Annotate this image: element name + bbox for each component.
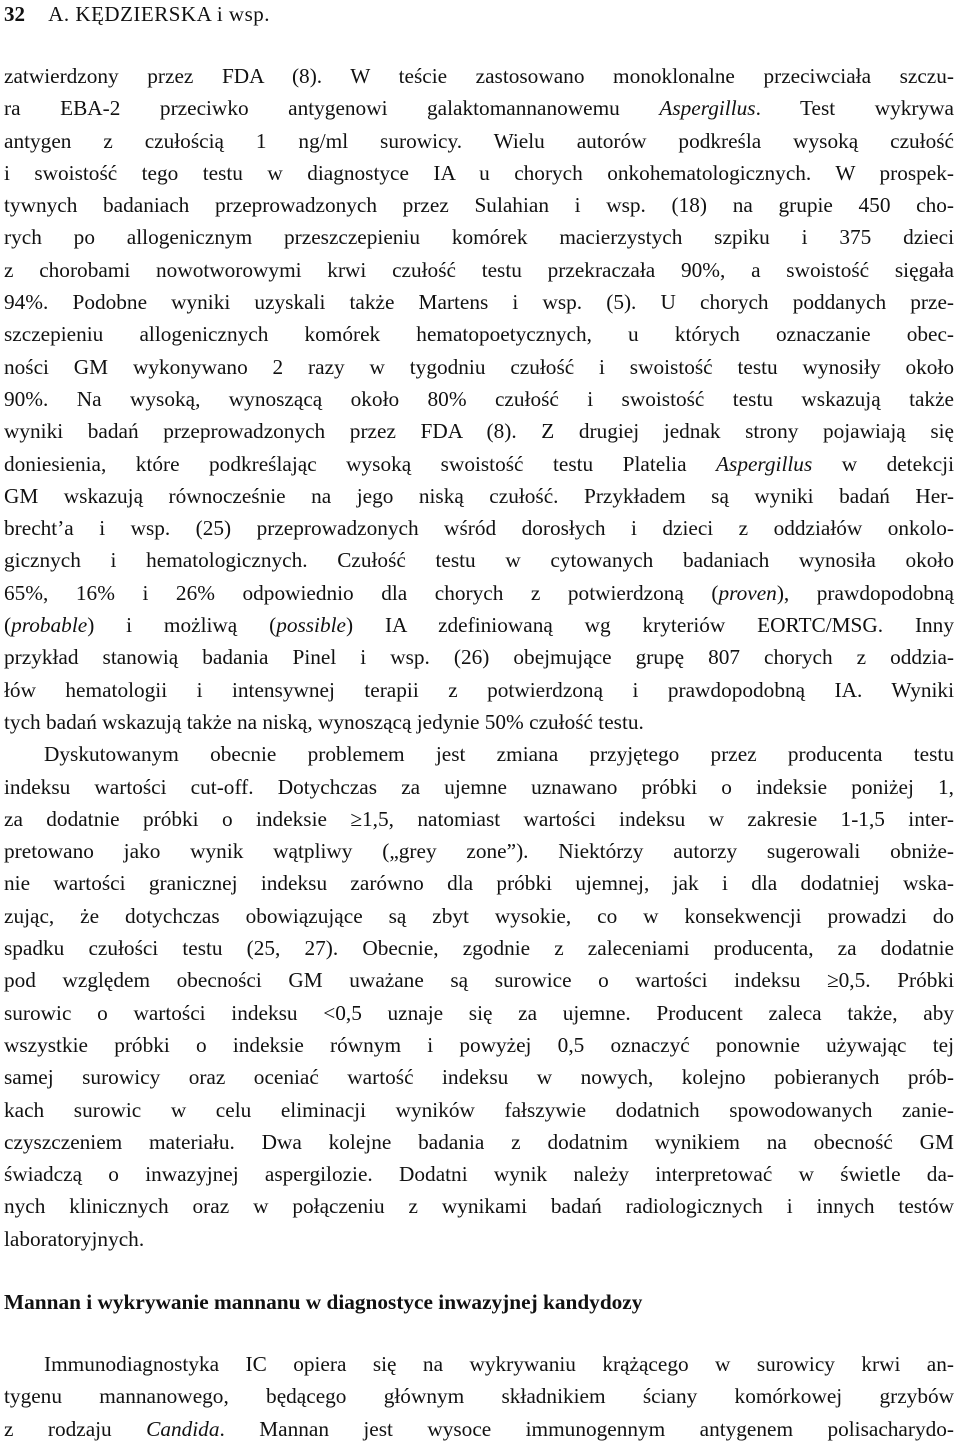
text-line: tywnych badaniach przeprowadzonych przez Sulahian i wsp. (18) na grupie 450 cho- (4, 193, 954, 218)
text-line: GM wskazują równocześnie na jego niską czułość. Przykładem są wyniki badań Her- (4, 483, 954, 508)
running-head-authors: A. KĘDZIERSKA i wsp. (48, 2, 271, 26)
text-line: Dyskutowanym obecnie problemem jest zmiana przyjętego przez producenta testu (44, 742, 954, 767)
text-line: czyszczeniem materiału. Dwa kolejne badania z dodatnim wynikiem na obecność GM (4, 1129, 954, 1154)
text-line: pretowano jako wynik wątpliwy („grey zone”). Niektórzy autorzy sugerowali obniże- (4, 839, 954, 864)
body-text (4, 60, 954, 1255)
text-line: szczepieniu allogenicznych komórek hematopoetycznych, u których oznaczanie obec- (4, 322, 954, 347)
text-line: tygenu mannanowego, będącego głównym składnikiem ściany komórkowej grzybów (4, 1384, 954, 1409)
text-line: z chorobami nowotworowymi krwi czułość testu przekraczała 90%, a swoistość sięgała (4, 257, 954, 282)
section-heading: Mannan i wykrywanie mannanu w diagnostyce inwazyjnej kandydozy (4, 1290, 643, 1314)
text-line: 65%, 16% i 26% odpowiednio dla chorych z potwierdzoną (proven), prawdopodobną (4, 580, 954, 605)
text-line: nych klinicznych oraz w połączeniu z wynikami badań radiologicznych i innych testów (4, 1194, 954, 1219)
page-number: 32 (4, 2, 25, 26)
text-line: ności GM wykonywano 2 razy w tygodniu czułość i swoistość testu wynosiły około (4, 354, 954, 379)
text-line: 94%. Podobne wyniki uzyskali także Martens i wsp. (5). U chorych poddanych prze- (4, 290, 954, 315)
text-line: gicznych i hematologicznych. Czułość testu w cytowanych badaniach wynosiła około (4, 548, 954, 573)
paragraph-2 (4, 738, 954, 1255)
text-line: świadczą o inwazyjnej aspergilozie. Dodatni wynik należy interpretować w świetle da- (4, 1162, 954, 1187)
text-line: pod względem obecności GM uważane są surowice o wartości indeksu ≥0,5. Próbki (4, 968, 954, 993)
text-line: nie wartości granicznej indeksu zarówno dla próbki ujemnej, jak i dla dodatniej wska- (4, 871, 954, 896)
text-line: kach surowic w celu eliminacji wyników fałszywie dodatnich spowodowanych zanie- (4, 1097, 954, 1122)
text-line: samej surowicy oraz oceniać wartość indeksu w nowych, kolejno pobieranych prób- (4, 1065, 954, 1090)
text-line: spadku czułości testu (25, 27). Obecnie, zgodnie z zaleceniami producenta, za dodatnie (4, 936, 954, 961)
text-line: 90%. Na wysoką, wynoszącą około 80% czułość i swoistość testu wskazują także (4, 386, 954, 411)
text-line: przykład stanowią badania Pinel i wsp. (26) obejmujące grupę 807 chorych z oddzia- (4, 645, 954, 670)
text-line: z rodzaju Candida. Mannan jest wysoce immunogennym antygenem polisacharydo- (4, 1416, 954, 1441)
text-line: rych po allogenicznym przeszczepieniu komórek macierzystych szpiku i 375 dzieci (4, 225, 954, 250)
text-line: (probable) i możliwą (possible) IA zdefiniowaną wg kryteriów EORTC/MSG. Inny (4, 613, 954, 638)
paragraph-3 (4, 1348, 954, 1445)
text-line: indeksu wartości cut-off. Dotychczas za ujemne uznawano próbki o indeksie poniżej 1, (4, 774, 954, 799)
text-line: zując, że dotychczas obowiązujące są zbyt wysokie, co w konsekwencji prowadzi do (4, 903, 954, 928)
text-line: wszystkie próbki o indeksie równym i powyżej 0,5 oznaczyć ponownie używając tej (4, 1032, 954, 1057)
text-line: laboratoryjnych. (4, 1226, 145, 1251)
text-line: za dodatnie próbki o indeksie ≥1,5, natomiast wartości indeksu w zakresie 1-1,5 inter- (4, 806, 954, 831)
text-line: Immunodiagnostyka IC opiera się na wykrywaniu krążącego w surowicy krwi an- (44, 1352, 954, 1376)
text-line: zatwierdzony przez FDA (8). W teście zastosowano monoklonalne przeciwciała szczu- (4, 64, 954, 88)
text-line: ra EBA-2 przeciwko antygenowi galaktomannanowemu Aspergillus. Test wykrywa (4, 96, 954, 121)
text-line: doniesienia, które podkreślając wysoką swoistość testu Platelia Aspergillus w detekcji (4, 451, 954, 476)
text-line: łów hematologii i intensywnej terapii z potwierdzoną i prawdopodobną IA. Wyniki (4, 677, 954, 702)
text-line: brecht’a i wsp. (25) przeprowadzonych wśród dorosłych i dzieci z oddziałów onkolo- (4, 516, 954, 541)
text-line: surowic o wartości indeksu <0,5 uznaje się za ujemne. Producent zaleca także, aby (4, 1000, 954, 1025)
paragraph-1 (4, 60, 954, 738)
text-line: i swoistość tego testu w diagnostyce IA u chorych onkohematologicznych. W prospek- (4, 160, 954, 185)
running-header (4, 2, 270, 26)
text-line: antygen z czułością 1 ng/ml surowicy. Wielu autorów podkreśla wysoką czułość (4, 128, 954, 153)
text-line: tych badań wskazują także na niską, wynoszącą jedynie 50% czułość testu. (4, 709, 644, 734)
text-line: wyniki badań przeprowadzonych przez FDA (8). Z drugiej jednak strony pojawiają się (4, 419, 954, 444)
